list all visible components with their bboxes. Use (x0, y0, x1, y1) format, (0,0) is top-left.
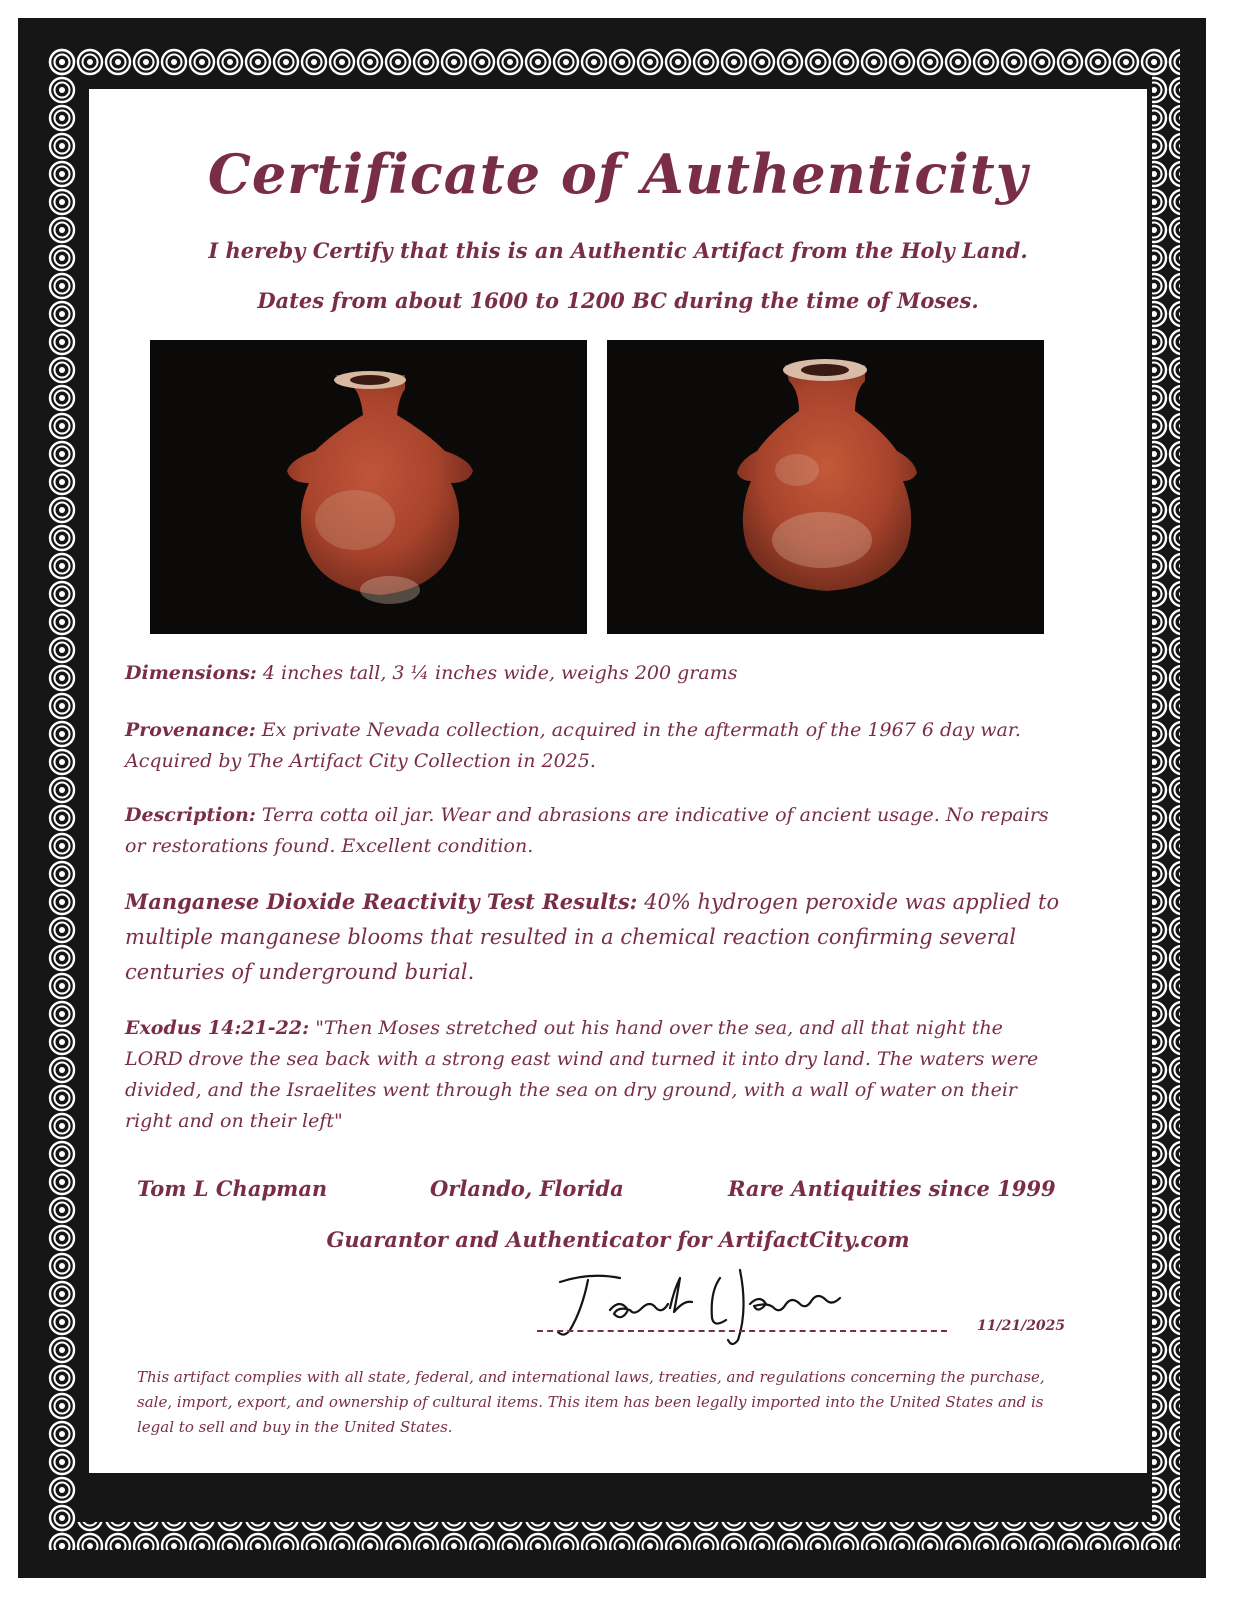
jar-image-side (607, 340, 1044, 634)
description-label: Description: (125, 804, 256, 826)
signer-location: Orlando, Florida (430, 1176, 624, 1201)
dimensions-text: 4 inches tall, 3 ¼ inches wide, weighs 200 grams (262, 662, 738, 684)
jar-image-front (150, 340, 587, 634)
description-paragraph (125, 800, 1065, 862)
jar-photo-left (150, 340, 587, 634)
business-since: Rare Antiquities since 1999 (728, 1176, 1056, 1201)
description-text: Terra cotta oil jar. Wear and abrasions are indicative of ancient usage. No repairs or restorations found. Excellent condition. (125, 804, 1049, 857)
signature-line (537, 1330, 947, 1332)
guarantor-line: Guarantor and Authenticator for ArtifactCity.com (326, 1227, 910, 1252)
certificate-title: Certificate of Authenticity (207, 142, 1029, 206)
signature-scribble (540, 1262, 870, 1352)
test-results-label: Manganese Dioxide Reactivity Test Results: (125, 889, 638, 914)
jar-photo-right (607, 340, 1044, 634)
test-results-text: 40% hydrogen peroxide was applied to multiple manganese blooms that resulted in a chemical reaction confirming several centuries of underground burial. (125, 890, 1060, 984)
provenance-label: Provenance: (125, 719, 256, 741)
scripture-label: Exodus 14:21-22: (125, 1017, 310, 1039)
dimensions-label: Dimensions: (125, 662, 257, 684)
date-range-line: Dates from about 1600 to 1200 BC during the time of Moses. (257, 288, 979, 313)
signature-date: 11/21/2025 (977, 1318, 1066, 1334)
legal-compliance-text: This artifact complies with all state, federal, and international laws, treaties, and regulations concerning the purchase, sale, import, export, and ownership of cultural items. This item has been legally imported into the United States and is legal to sell and buy in the United States. (137, 1368, 1045, 1436)
provenance-paragraph (125, 715, 1065, 777)
scripture-paragraph (125, 1013, 1065, 1137)
test-results-paragraph (125, 884, 1065, 990)
scripture-text: "Then Moses stretched out his hand over the sea, and all that night the LORD drove the sea back with a strong east wind and turned it into dry land. The waters were divided, and the Israelites went through the sea on dry ground, with a wall of water on their right and on their left" (125, 1017, 1039, 1132)
certify-line: I hereby Certify that this is an Authentic Artifact from the Holy Land. (208, 238, 1028, 263)
dimensions-paragraph (125, 658, 1065, 689)
signer-name: Tom L Chapman (137, 1176, 328, 1201)
provenance-text: Ex private Nevada collection, acquired in the aftermath of the 1967 6 day war. Acquired by The Artifact City Collection in 2025. (125, 719, 1021, 772)
